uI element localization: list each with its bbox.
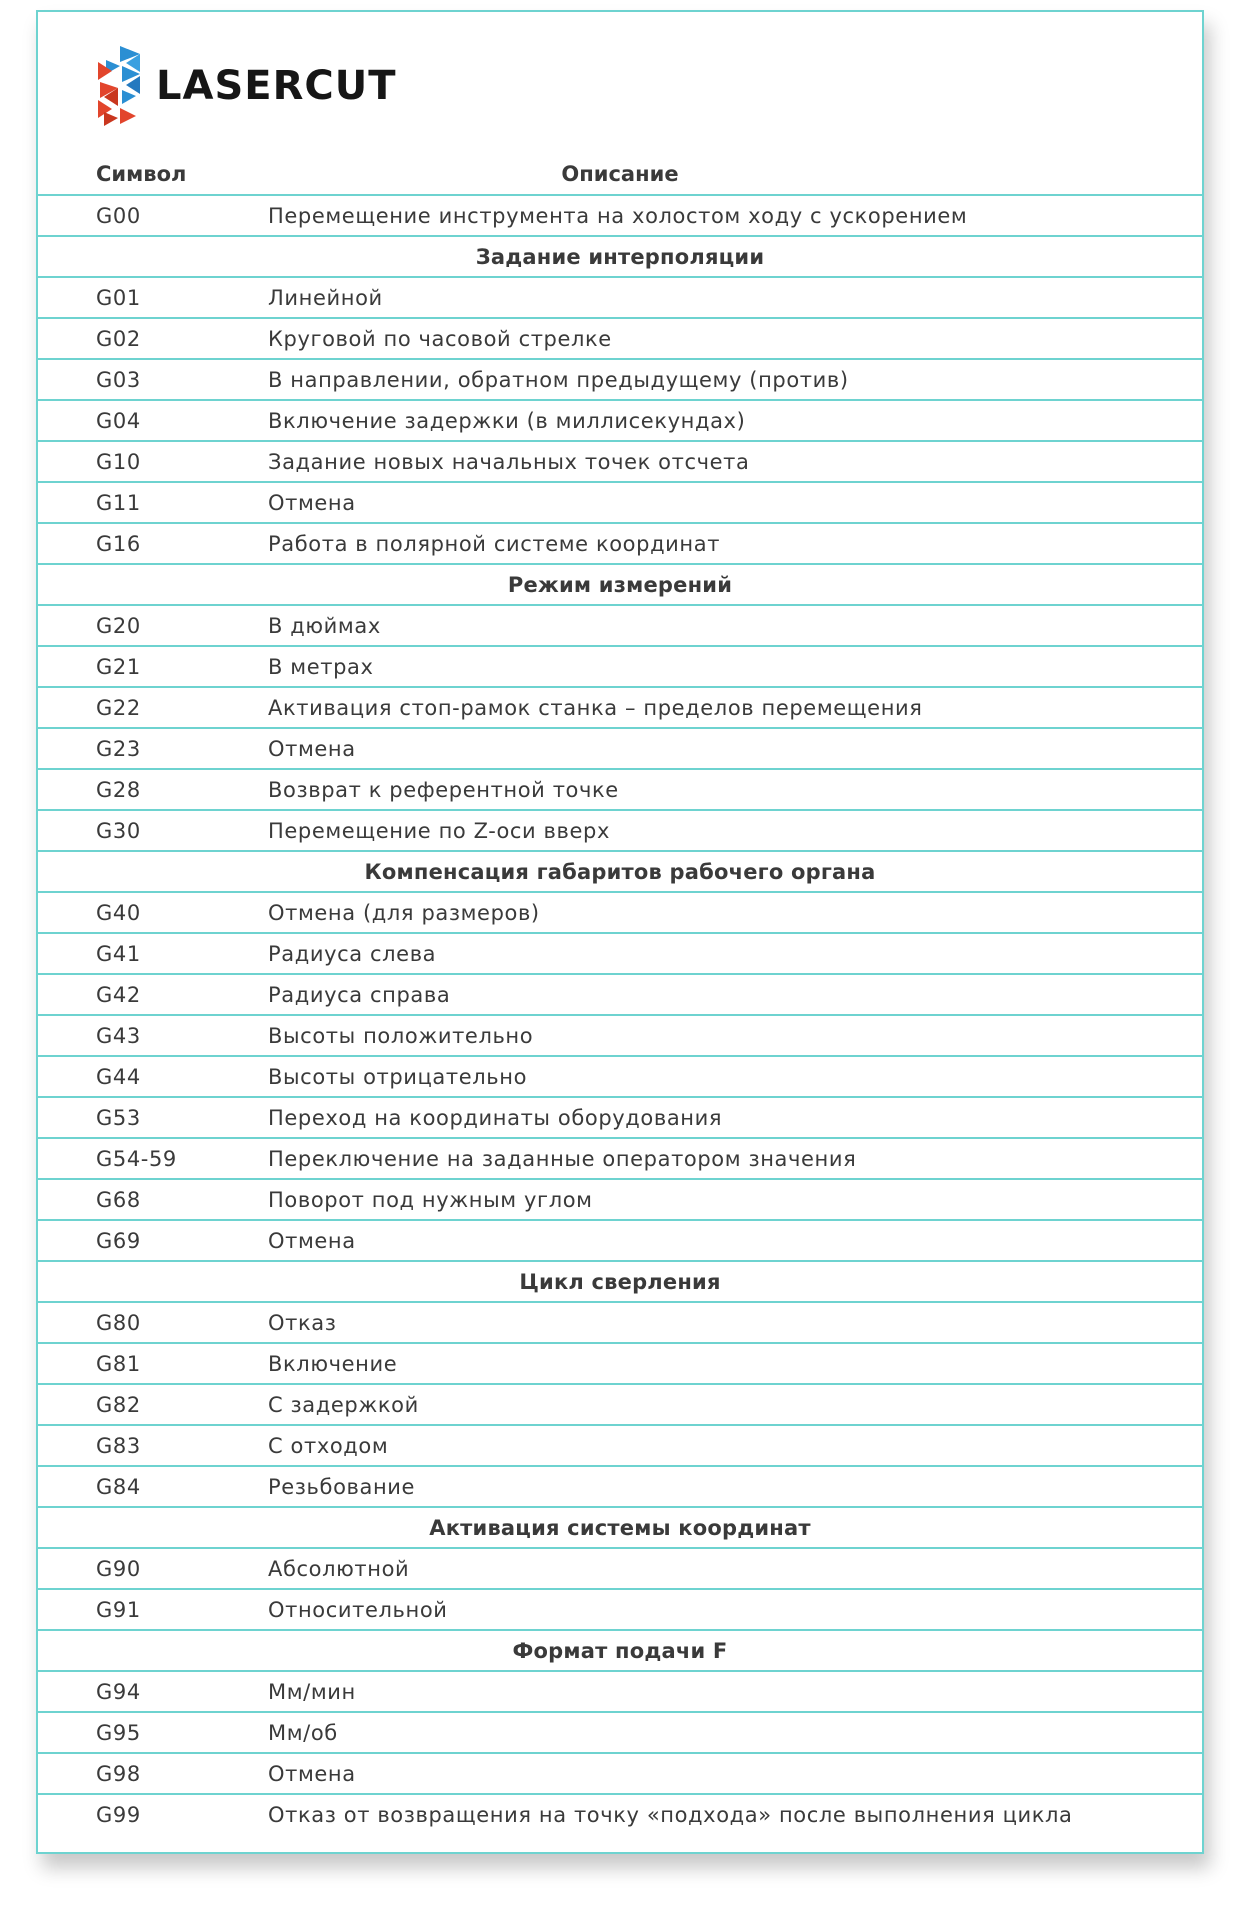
gcode-description: Отказ от возвращения на точку «подхода» после выполнения цикла: [268, 1803, 1073, 1827]
gcode-symbol: G80: [96, 1311, 141, 1335]
gcode-description: В метрах: [268, 655, 374, 679]
gcode-symbol: G30: [96, 819, 141, 843]
table-row: [38, 1344, 1202, 1385]
gcode-description: Круговой по часовой стрелке: [268, 327, 612, 351]
gcode-symbol: G02: [96, 327, 141, 351]
table-row: [38, 1385, 1202, 1426]
section-title: Задание интерполяции: [475, 245, 765, 269]
gcode-description: Отмена: [268, 1762, 356, 1786]
table-row: [38, 934, 1202, 975]
gcode-symbol: G42: [96, 983, 141, 1007]
gcode-description: Линейной: [268, 286, 383, 310]
gcode-symbol: G84: [96, 1475, 141, 1499]
table-row: [38, 483, 1202, 524]
table-row: [38, 278, 1202, 319]
table-row: [38, 1139, 1202, 1180]
table-row: [38, 1795, 1202, 1834]
table-row: [38, 401, 1202, 442]
section-row: [38, 565, 1202, 606]
table-row: [38, 1180, 1202, 1221]
gcode-description: Включение: [268, 1352, 398, 1376]
table-row: [38, 1057, 1202, 1098]
gcode-description: Резьбование: [268, 1475, 416, 1499]
gcode-description: Радиуса справа: [268, 983, 451, 1007]
table-row: [38, 1713, 1202, 1754]
table-row: [38, 1221, 1202, 1262]
gcode-description: С отходом: [268, 1434, 389, 1458]
section-row: [38, 1262, 1202, 1303]
table-row: [38, 1549, 1202, 1590]
gcode-symbol: G23: [96, 737, 141, 761]
table-row: [38, 688, 1202, 729]
gcode-symbol: G53: [96, 1106, 141, 1130]
section-row: [38, 1631, 1202, 1672]
gcode-symbol: G54-59: [96, 1147, 177, 1171]
gcode-description: Радиуса слева: [268, 942, 437, 966]
gcode-description: Поворот под нужным углом: [268, 1188, 593, 1212]
section-row: [38, 237, 1202, 278]
table-row: [38, 1590, 1202, 1631]
gcode-description: Абсолютной: [268, 1557, 410, 1581]
brand-name: LASERCUT: [156, 63, 397, 109]
gcode-description: Работа в полярной системе координат: [268, 532, 721, 556]
gcode-symbol: G91: [96, 1598, 141, 1622]
gcode-description: Переключение на заданные оператором значения: [268, 1147, 857, 1171]
gcode-description: Включение задержки (в миллисекундах): [268, 409, 746, 433]
gcode-symbol: G16: [96, 532, 141, 556]
table-row: [38, 1016, 1202, 1057]
gcode-symbol: G68: [96, 1188, 141, 1212]
table-row: [38, 893, 1202, 934]
table-row: [38, 1426, 1202, 1467]
gcode-description: Мм/об: [268, 1721, 338, 1745]
header-code: Символ: [96, 162, 187, 186]
table-row: [38, 770, 1202, 811]
brand-logo: [96, 46, 397, 126]
table-row: [38, 647, 1202, 688]
gcode-symbol: G99: [96, 1803, 141, 1827]
gcode-symbol: G81: [96, 1352, 141, 1376]
gcode-description: Активация стоп-рамок станка – пределов перемещения: [268, 696, 923, 720]
gcode-symbol: G94: [96, 1680, 141, 1704]
gcode-description: Высоты отрицательно: [268, 1065, 528, 1089]
table-row: [38, 1098, 1202, 1139]
gcode-symbol: G41: [96, 942, 141, 966]
gcode-description: Относительной: [268, 1598, 448, 1622]
table-row: [38, 1303, 1202, 1344]
gcode-reference-card: [36, 10, 1204, 1854]
gcode-symbol: G11: [96, 491, 141, 515]
gcode-description: Возврат к референтной точке: [268, 778, 619, 802]
gcode-description: В дюймах: [268, 614, 381, 638]
table-row: [38, 196, 1202, 237]
gcode-description: С задержкой: [268, 1393, 419, 1417]
gcode-description: Высоты положительно: [268, 1024, 534, 1048]
gcode-description: В направлении, обратном предыдущему (против): [268, 368, 849, 392]
table-row: [38, 319, 1202, 360]
table-row: [38, 1754, 1202, 1795]
section-title: Формат подачи F: [512, 1639, 728, 1663]
gcode-symbol: G40: [96, 901, 141, 925]
gcode-symbol: G00: [96, 204, 141, 228]
gcode-description: Задание новых начальных точек отсчета: [268, 450, 750, 474]
gcode-description: Отмена (для размеров): [268, 901, 540, 925]
header-description: Описание: [561, 162, 679, 186]
gcode-symbol: G01: [96, 286, 141, 310]
section-title: Режим измерений: [507, 573, 733, 597]
gcode-symbol: G98: [96, 1762, 141, 1786]
table-body: [38, 196, 1202, 1834]
table-row: [38, 606, 1202, 647]
gcode-symbol: G28: [96, 778, 141, 802]
table-row: [38, 1672, 1202, 1713]
gcode-description: Мм/мин: [268, 1680, 356, 1704]
section-row: [38, 852, 1202, 893]
gcode-symbol: G43: [96, 1024, 141, 1048]
triangles-mosaic-icon: [96, 46, 144, 126]
gcode-symbol: G20: [96, 614, 141, 638]
gcode-symbol: G21: [96, 655, 141, 679]
gcode-symbol: G69: [96, 1229, 141, 1253]
table-row: [38, 524, 1202, 565]
gcode-symbol: G44: [96, 1065, 141, 1089]
table-row: [38, 975, 1202, 1016]
table-header: [38, 154, 1202, 196]
gcode-symbol: G22: [96, 696, 141, 720]
gcode-description: Перемещение инструмента на холостом ходу с ускорением: [268, 204, 968, 228]
gcode-symbol: G03: [96, 368, 141, 392]
gcode-description: Переход на координаты оборудования: [268, 1106, 723, 1130]
table-row: [38, 360, 1202, 401]
section-title: Компенсация габаритов рабочего органа: [364, 860, 876, 884]
gcode-symbol: G04: [96, 409, 141, 433]
gcode-symbol: G90: [96, 1557, 141, 1581]
table-row: [38, 442, 1202, 483]
gcode-symbol: G10: [96, 450, 141, 474]
table-row: [38, 1467, 1202, 1508]
gcode-description: Отмена: [268, 1229, 356, 1253]
gcode-description: Отказ: [268, 1311, 337, 1335]
section-title: Активация системы координат: [429, 1516, 811, 1540]
table-row: [38, 729, 1202, 770]
table-row: [38, 811, 1202, 852]
section-row: [38, 1508, 1202, 1549]
gcode-description: Отмена: [268, 737, 356, 761]
gcode-symbol: G83: [96, 1434, 141, 1458]
gcode-description: Отмена: [268, 491, 356, 515]
gcode-symbol: G82: [96, 1393, 141, 1417]
gcode-description: Перемещение по Z-оси вверх: [268, 819, 610, 843]
gcode-symbol: G95: [96, 1721, 141, 1745]
section-title: Цикл сверления: [519, 1270, 721, 1294]
gcode-table: [38, 154, 1202, 1834]
